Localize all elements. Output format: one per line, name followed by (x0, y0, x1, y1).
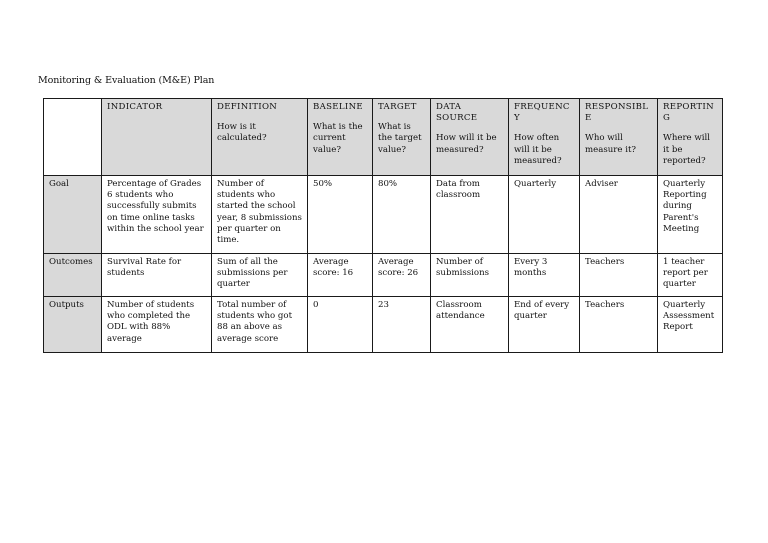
table-cell: Quarterly Assessment Report (658, 297, 723, 353)
table-cell: Number of students who completed the ODL with 88% average (102, 297, 212, 353)
header-name: DEFINITION (217, 102, 278, 112)
header-question: Who will measure it? (585, 133, 637, 155)
table-cell: Number of students who started the school year, 8 submissions per quarter on time. (212, 176, 308, 254)
header-name: INDICATOR (107, 102, 163, 112)
table-cell: Teachers (580, 297, 658, 353)
row-label: Outputs (44, 297, 102, 353)
header-baseline (308, 99, 373, 176)
table-cell: Quarterly (509, 176, 580, 254)
table-cell: 80% (373, 176, 431, 254)
header-name: RESPONSIBLE (585, 102, 649, 124)
table-cell: Sum of all the submissions per quarter (212, 254, 308, 297)
header-indicator (102, 99, 212, 176)
header-question: How will it be measured? (436, 133, 497, 155)
table-cell: 50% (308, 176, 373, 254)
table-row-outcomes (44, 254, 723, 297)
table-cell: Teachers (580, 254, 658, 297)
header-data-source (431, 99, 509, 176)
table-cell: Percentage of Grades 6 students who successfully submits on time online tasks within the school year (102, 176, 212, 254)
document-title: Monitoring & Evaluation (M&E) Plan (38, 75, 215, 86)
table-row-goal (44, 176, 723, 254)
header-question: Where will it be reported? (663, 133, 710, 166)
table-cell: 1 teacher report per quarter (658, 254, 723, 297)
header-target (373, 99, 431, 176)
header-name: FREQUENCY (514, 102, 570, 124)
table-row-outputs (44, 297, 723, 353)
corner-cell (44, 99, 102, 176)
header-name: TARGET (378, 102, 417, 112)
table-cell: Adviser (580, 176, 658, 254)
table-cell: Classroom attendance (431, 297, 509, 353)
header-question: How is it calculated? (217, 122, 267, 144)
header-name: DATA SOURCE (436, 102, 478, 124)
table-cell: Every 3 months (509, 254, 580, 297)
table-cell: Average score: 26 (373, 254, 431, 297)
header-responsible (580, 99, 658, 176)
header-name: BASELINE (313, 102, 363, 112)
row-label: Outcomes (44, 254, 102, 297)
table-cell: End of every quarter (509, 297, 580, 353)
table-cell: Data from classroom (431, 176, 509, 254)
table-cell: Average score: 16 (308, 254, 373, 297)
header-reporting (658, 99, 723, 176)
row-label: Goal (44, 176, 102, 254)
header-frequency (509, 99, 580, 176)
header-name: REPORTING (663, 102, 714, 124)
header-question: How often will it be measured? (514, 133, 562, 166)
header-question: What is the target value? (378, 122, 422, 155)
table-cell: Total number of students who got 88 an above as average score (212, 297, 308, 353)
me-plan-table (43, 98, 723, 353)
header-definition (212, 99, 308, 176)
table-cell: Number of submissions (431, 254, 509, 297)
table-cell: 0 (308, 297, 373, 353)
header-question: What is the current value? (313, 122, 363, 155)
table-cell: Quarterly Reporting during Parent's Meeting (658, 176, 723, 254)
table-cell: Survival Rate for students (102, 254, 212, 297)
table-cell: 23 (373, 297, 431, 353)
